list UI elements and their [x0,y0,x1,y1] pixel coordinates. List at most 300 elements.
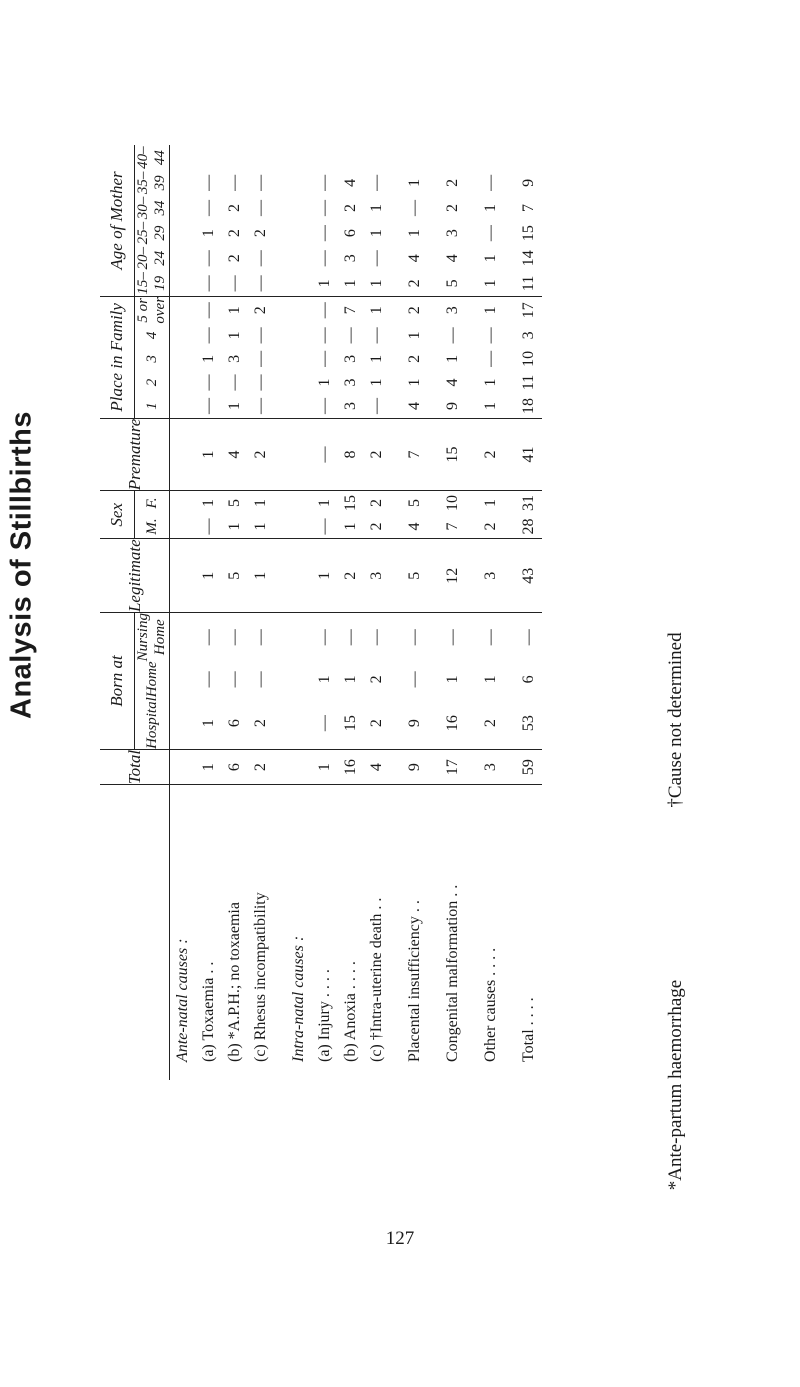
table-cell: — [342,327,359,344]
table-cell: 2 [252,719,269,728]
table-cell: 1 [368,204,385,212]
table-cell: 4 [444,378,461,387]
table-cell: 3 [444,229,461,238]
spacer-cell [466,246,478,271]
table-cell: — [338,613,364,662]
table-cell: 15 [342,715,359,732]
spacer-cell [504,613,516,662]
table-cell: 3 [342,254,359,263]
spacer-cell [466,539,478,613]
table-cell [286,170,312,195]
table-cell: 1 [482,401,499,410]
table-cell: 17 [440,749,466,784]
table-cell: — [316,174,333,191]
section-label: Intra-natal causes : [286,785,312,1080]
table-cell [170,394,197,418]
table-cell: 4 [444,254,461,263]
spacer-cell [466,785,478,1080]
table-cell: — [200,250,217,267]
spacer-cell [466,221,478,246]
spacer-cell [428,539,440,613]
table-cell: 1 [200,354,217,363]
table-cell: 1 [482,675,499,684]
table-cell: 9 [402,749,428,784]
spacer-cell [428,394,440,418]
spacer-row [504,145,516,1080]
table-cell: 1 [406,331,423,340]
spacer-cell [504,347,516,371]
table-cell: 3 [226,354,243,363]
table-cell: 10 [440,491,466,515]
table-cell: — [368,174,385,191]
table-cell: — [252,250,269,267]
table-cell: 1 [196,418,222,490]
table-cell [286,324,312,348]
table-cell [286,221,312,246]
table-cell: — [316,397,333,414]
table-cell: 4 [406,401,423,410]
table-cell: 1 [316,279,333,288]
table-cell [170,296,197,323]
spacer-cell [390,271,402,297]
table-row [312,145,338,1080]
table-cell: — [482,350,499,367]
table-row [248,145,274,1080]
table-cell: 4 [406,522,423,531]
table-cell: 7 [444,522,461,531]
col-place-1: 1 [135,394,170,418]
table-cell: 1 [444,675,461,684]
table-cell: 15 [338,491,364,515]
table-cell: — [200,327,217,344]
table-cell: — [316,518,333,535]
spacer-cell [428,296,440,323]
table-cell: 1 [222,296,248,323]
spacer-cell [504,394,516,418]
table-cell: — [200,671,217,688]
section-row [286,145,312,1080]
table-cell: 6 [342,229,359,238]
spacer-cell [504,418,516,490]
spacer-cell [428,195,440,220]
row-label: Total . . . . [516,785,542,1080]
table-cell: 4 [222,418,248,490]
spacer-cell [466,697,478,749]
col-place-3: 3 [135,347,170,371]
table-cell [170,661,197,697]
table-cell: — [482,174,499,191]
spacer-cell [466,418,478,490]
table-cell: 15 [440,418,466,490]
spacer-cell [428,491,440,515]
table-cell: 2 [342,204,359,212]
table-cell: 3 [342,378,359,387]
table-cell: 31 [516,491,542,515]
table-cell: 10 [520,350,537,367]
table-cell [170,515,197,539]
table-cell: — [482,327,499,344]
table-cell: 16 [444,715,461,732]
table-cell [170,749,197,784]
table-cell: 9 [406,719,423,728]
table-cell: — [368,250,385,267]
spacer-cell [428,371,440,395]
table-cell: 4 [406,254,423,263]
table-row [440,145,466,1080]
spacer-cell [274,221,286,246]
table-cell: 6 [520,675,537,684]
row-label: (a) Injury . . . . [312,785,338,1080]
page-number: 127 [385,1228,415,1249]
table-cell: 3 [520,331,537,340]
table-cell: 28 [520,518,537,535]
spacer-cell [274,170,286,195]
table-row [196,145,222,1080]
table-cell: 2 [368,719,385,728]
spacer-cell [504,221,516,246]
table-cell: — [482,225,499,242]
spacer-cell [504,170,516,195]
table-cell: 5 [402,539,428,613]
spacer-row [390,145,402,1080]
table-cell [170,371,197,395]
spacer-cell [428,697,440,749]
table-cell: 1 [478,491,504,515]
table-cell: 1 [342,279,359,288]
col-age-30-34: 30–34 [135,196,168,220]
table-cell: 4 [364,749,390,784]
table-cell [286,491,312,515]
table-row [222,145,248,1080]
table-cell: 3 [440,296,466,323]
table-cell: 2 [368,522,385,531]
spacer-cell [390,246,402,271]
spacer-cell [466,613,478,662]
table-row [478,145,504,1080]
col-premature: Premature [100,418,170,490]
spacer-cell [428,246,440,271]
table-cell: 1 [196,749,222,784]
table-cell: — [316,715,333,732]
table-cell [286,515,312,539]
spacer-cell [274,347,286,371]
table-cell: — [200,397,217,414]
table-cell: 1 [252,522,269,531]
table-cell: 1 [316,378,333,387]
table-cell: 1 [368,378,385,387]
table-cell: 2 [444,178,461,187]
table-cell: — [252,327,269,344]
table-cell: — [316,225,333,242]
table-cell: 2 [226,254,243,263]
table-cell [286,296,312,323]
spacer-cell [466,515,478,539]
spacer-cell [274,749,286,784]
spacer-cell [428,170,440,195]
table-cell: 4 [342,178,359,187]
table-cell: 1 [406,178,423,187]
stillbirths-table-wrapper [100,145,660,1080]
table-cell: 9 [520,178,537,187]
table-cell: 2 [368,675,385,684]
table-cell: 41 [516,418,542,490]
table-cell [286,195,312,220]
table-cell: — [316,250,333,267]
table-cell: 7 [520,204,537,212]
col-legitimate: Legitimate [100,539,170,613]
table-cell: 3 [364,539,390,613]
table-cell [170,195,197,220]
table-cell [170,697,197,749]
table-cell [286,246,312,271]
table-cell: 5 [444,279,461,288]
table-cell: — [368,327,385,344]
spacer-cell [390,418,402,490]
spacer-cell [504,246,516,271]
table-cell: 1 [406,378,423,387]
spacer-cell [390,613,402,662]
spacer-cell [390,785,402,1080]
col-age-15-19: 15–19 [135,272,168,295]
group-place-in-family: Place in Family [100,296,135,418]
table-cell [170,539,197,613]
col-hospital: Hospital [135,697,170,749]
table-cell: 2 [478,418,504,490]
table-cell [286,661,312,697]
spacer-cell [274,785,286,1080]
spacer-cell [390,515,402,539]
table-cell: 1 [248,539,274,613]
table-row [364,145,390,1080]
table-cell: 2 [364,491,390,515]
table-cell: — [252,174,269,191]
spacer-cell [428,347,440,371]
table-cell: 2 [406,279,423,288]
table-cell [286,271,312,297]
table-cell [170,324,197,348]
table-cell [170,246,197,271]
col-place-2: 2 [135,371,170,395]
spacer-cell [390,296,402,323]
spacer-cell [390,491,402,515]
table-cell: — [312,418,338,490]
table-cell [170,491,197,515]
table-cell [286,749,312,784]
table-cell: 7 [338,296,364,323]
spacer-cell [466,749,478,784]
table-cell [286,418,312,490]
table-cell: 16 [338,749,364,784]
spacer-cell [274,613,286,662]
table-cell: 1 [482,279,499,288]
spacer-cell [428,515,440,539]
table-cell: 1 [312,491,338,515]
spacer-cell [504,371,516,395]
spacer-cell [390,221,402,246]
spacer-cell [504,271,516,297]
spacer-cell [466,296,478,323]
table-cell: — [368,397,385,414]
spacer-cell [466,170,478,195]
spacer-cell [466,371,478,395]
table-cell: 1 [482,254,499,263]
table-cell: — [196,296,222,323]
table-cell: — [226,275,243,292]
spacer-cell [504,661,516,697]
spacer-cell [504,491,516,515]
spacer-cell [428,324,440,348]
col-home: Home [135,661,170,697]
table-cell [170,347,197,371]
table-cell: — [312,296,338,323]
table-cell: 11 [520,275,537,292]
table-cell: — [226,671,243,688]
spacer-cell [390,170,402,195]
spacer-cell [428,785,440,1080]
group-age-of-mother: Age of Mother [100,145,135,296]
spacer-cell [504,749,516,784]
spacer-cell [390,539,402,613]
table-cell: 1 [226,401,243,410]
table-cell: — [316,327,333,344]
table-cell: 2 [482,522,499,531]
table-cell: 2 [444,204,461,212]
table-cell: 2 [252,229,269,238]
table-cell: 7 [402,418,428,490]
table-cell: 3 [342,401,359,410]
table-cell: 11 [520,374,537,391]
row-label: Placental insufficiency . . [402,785,428,1080]
table-cell: — [406,200,423,216]
spacer-cell [428,661,440,697]
table-cell: — [200,518,217,535]
table-cell: 2 [402,296,428,323]
table-cell: 2 [482,719,499,728]
table-cell: 2 [364,418,390,490]
spacer-cell [274,195,286,220]
group-sex: Sex [100,491,135,539]
spacer-cell [274,661,286,697]
table-cell: 1 [406,229,423,238]
table-cell: 1 [342,522,359,531]
table-cell: 5 [402,491,428,515]
spacer-cell [466,347,478,371]
col-age-35-39: 35–39 [135,171,168,195]
table-cell: — [200,174,217,191]
col-female: F. [135,491,170,515]
table-cell: 1 [316,675,333,684]
table-cell: 1 [342,675,359,684]
spacer-cell [274,491,286,515]
spacer-cell [390,371,402,395]
table-row [402,145,428,1080]
spacer-row [274,145,286,1080]
col-place-4: 4 [135,324,170,348]
table-cell: — [200,275,217,292]
col-total: Total [100,749,170,784]
spacer-cell [390,697,402,749]
row-label: (b) Anoxia . . . . [338,785,364,1080]
table-cell: 3 [478,539,504,613]
spacer-cell [274,515,286,539]
group-born-at: Born at [100,613,135,750]
spacer-cell [428,221,440,246]
spacer-row [466,145,478,1080]
spacer-cell [428,271,440,297]
table-cell: 6 [222,749,248,784]
total-row [516,145,542,1080]
col-age-20-24: 20–24 [135,247,168,270]
spacer-cell [504,195,516,220]
table-cell: 1 [226,522,243,531]
col-nursing-home: Nursing Home [135,613,168,662]
table-cell: 1 [200,719,217,728]
table-cell: 2 [226,204,243,212]
spacer-cell [274,324,286,348]
table-cell: 5 [222,491,248,515]
spacer-cell [466,195,478,220]
stub-header [100,785,170,1080]
spacer-cell [504,324,516,348]
table-cell: — [406,671,423,688]
table-cell [170,170,197,195]
table-cell: 1 [364,296,390,323]
spacer-cell [390,749,402,784]
table-cell: 43 [516,539,542,613]
table-cell: 1 [196,539,222,613]
table-cell: 59 [516,749,542,784]
table-cell [170,418,197,490]
table-cell: — [252,671,269,688]
spacer-cell [504,697,516,749]
table-cell: — [248,613,274,662]
col-male: M. [135,515,170,539]
table-cell [286,347,312,371]
table-cell: 2 [248,418,274,490]
table-cell [170,271,197,297]
table-cell: — [226,374,243,391]
col-place-5-or-over: 5 or over [135,296,168,324]
table-cell: 1 [312,539,338,613]
table-cell: 1 [444,354,461,363]
table-cell: — [196,613,222,662]
table-cell: — [222,613,248,662]
table-cell: — [444,327,461,344]
spacer-cell [274,394,286,418]
spacer-cell [466,491,478,515]
table-cell: — [312,613,338,662]
spacer-cell [504,539,516,613]
spacer-row [428,145,440,1080]
table-cell: — [252,350,269,367]
table-cell: 1 [196,491,222,515]
table-cell: 2 [248,749,274,784]
spacer-cell [274,371,286,395]
table-cell: — [252,397,269,414]
table-cell: — [402,613,428,662]
spacer-cell [274,418,286,490]
table-cell: 1 [248,491,274,515]
spacer-cell [466,324,478,348]
table-cell: — [252,275,269,292]
table-body [170,145,543,1080]
spacer-cell [274,539,286,613]
spacer-cell [390,324,402,348]
table-cell: 2 [338,539,364,613]
table-cell: 1 [482,204,499,212]
table-cell: 1 [368,354,385,363]
col-age-25-29: 25–29 [135,221,168,245]
